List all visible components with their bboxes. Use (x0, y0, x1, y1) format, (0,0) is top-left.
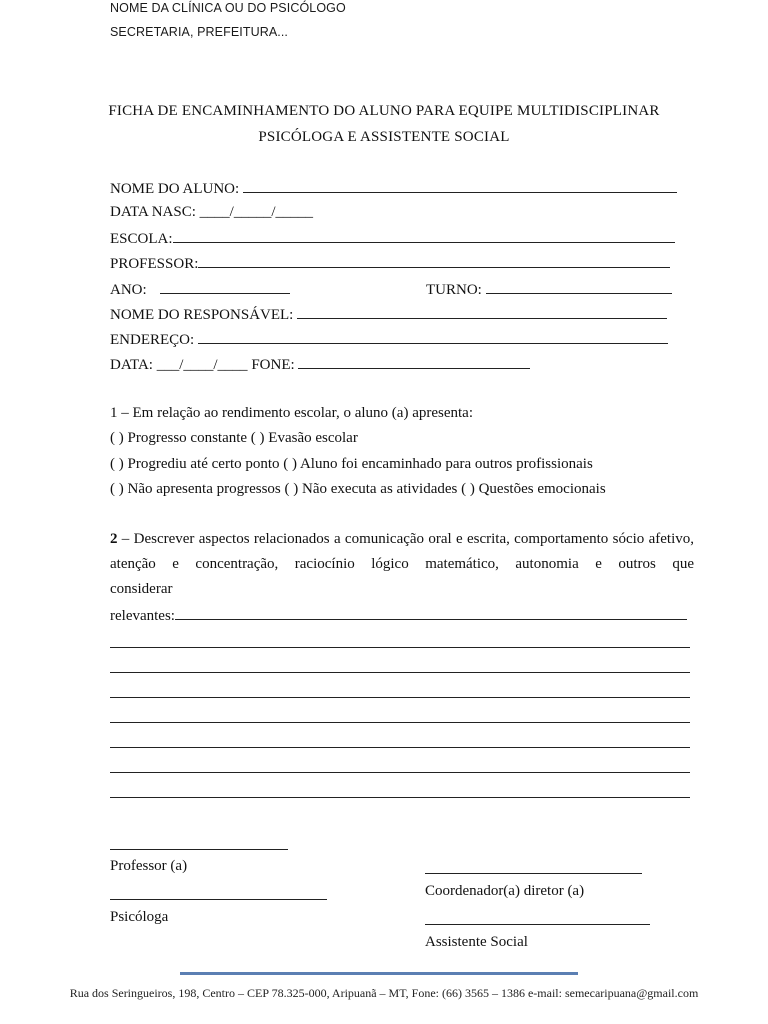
secretariat-name: SECRETARIA, PREFEITURA... (110, 25, 288, 39)
question2-considerar: considerar (110, 581, 173, 597)
phone-label: FONE: (251, 357, 295, 373)
school-row (110, 229, 675, 249)
psychologist-signature-line[interactable] (110, 899, 327, 900)
question2-number: 2 (110, 531, 118, 547)
guardian-label: NOME DO RESPONSÁVEL: (110, 307, 294, 323)
answer-line-7[interactable] (110, 797, 690, 798)
address-label: ENDEREÇO: (110, 332, 195, 348)
guardian-row (110, 305, 667, 325)
date-phone-row (110, 355, 530, 375)
teacher-row (110, 254, 670, 274)
question1-options-row1[interactable]: ( ) Progresso constante ( ) Evasão escolar (110, 430, 358, 446)
answer-line-5[interactable] (110, 747, 690, 748)
school-label: ESCOLA: (110, 231, 173, 247)
address-input[interactable] (198, 330, 668, 344)
coordinator-signature-label: Coordenador(a) diretor (a) (425, 883, 585, 899)
answer-line-2[interactable] (110, 672, 690, 673)
form-title: FICHA DE ENCAMINHAMENTO DO ALUNO PARA EQUIPE MULTIDISCIPLINAR (108, 103, 660, 119)
student-name-row (110, 179, 677, 199)
birth-date-input[interactable]: ____/_____/_____ (199, 204, 313, 220)
answer-line-6[interactable] (110, 772, 690, 773)
teacher-input[interactable] (198, 254, 670, 268)
shift-row (426, 280, 672, 300)
birth-date-row (110, 204, 313, 224)
address-row (110, 330, 668, 350)
form-subtitle: PSICÓLOGA E ASSISTENTE SOCIAL (258, 129, 510, 145)
coordinator-signature-line[interactable] (425, 873, 642, 874)
date-label: DATA: (110, 357, 153, 373)
answer-line-4[interactable] (110, 722, 690, 723)
footer-divider (180, 972, 578, 975)
footer-address: Rua dos Seringueiros, 198, Centro – CEP 78.325-000, Aripuanã – MT, Fone: (66) 3565 – 1386 e-mail: semecaripuana@gmail.com (69, 986, 699, 1000)
year-input[interactable] (160, 280, 290, 294)
student-name-input[interactable] (243, 179, 677, 193)
question1-options-row2[interactable]: ( ) Progrediu até certo ponto ( ) Aluno foi encaminhado para outros profissionais (110, 456, 593, 472)
guardian-input[interactable] (297, 305, 667, 319)
student-name-label: NOME DO ALUNO: (110, 181, 240, 197)
psychologist-signature-label: Psicóloga (110, 909, 169, 925)
question1-heading: 1 – Em relação ao rendimento escolar, o aluno (a) apresenta: (110, 405, 473, 421)
relevantes-input[interactable] (175, 606, 687, 620)
question2-text (110, 527, 694, 577)
shift-label: TURNO: (426, 282, 482, 298)
teacher-label: PROFESSOR: (110, 256, 199, 272)
phone-input[interactable] (298, 355, 530, 369)
social-worker-signature-line[interactable] (425, 924, 650, 925)
question1-options-row3[interactable]: ( ) Não apresenta progressos ( ) Não executa as atividades ( ) Questões emocionais (110, 481, 606, 497)
clinic-name: NOME DA CLÍNICA OU DO PSICÓLOGO (110, 1, 346, 15)
answer-line-1[interactable] (110, 647, 690, 648)
school-input[interactable] (173, 229, 675, 243)
answer-line-3[interactable] (110, 697, 690, 698)
year-label: ANO: (110, 282, 147, 298)
birth-date-label: DATA NASC: (110, 204, 196, 220)
teacher-signature-line[interactable] (110, 849, 288, 850)
social-worker-signature-label: Assistente Social (425, 934, 528, 950)
date-input[interactable]: ___/____/____ (156, 357, 248, 373)
teacher-signature-label: Professor (a) (110, 858, 188, 874)
year-row (110, 280, 290, 300)
relevantes-label: relevantes: (110, 608, 175, 624)
question2-body: – Descrever aspectos relacionados a comunicação oral e escrita, comportamento sócio afetivo, atenção e concentração, raciocínio lógico matemático, autonomia e outros que (110, 531, 694, 572)
relevantes-row (110, 606, 687, 626)
shift-input[interactable] (486, 280, 672, 294)
